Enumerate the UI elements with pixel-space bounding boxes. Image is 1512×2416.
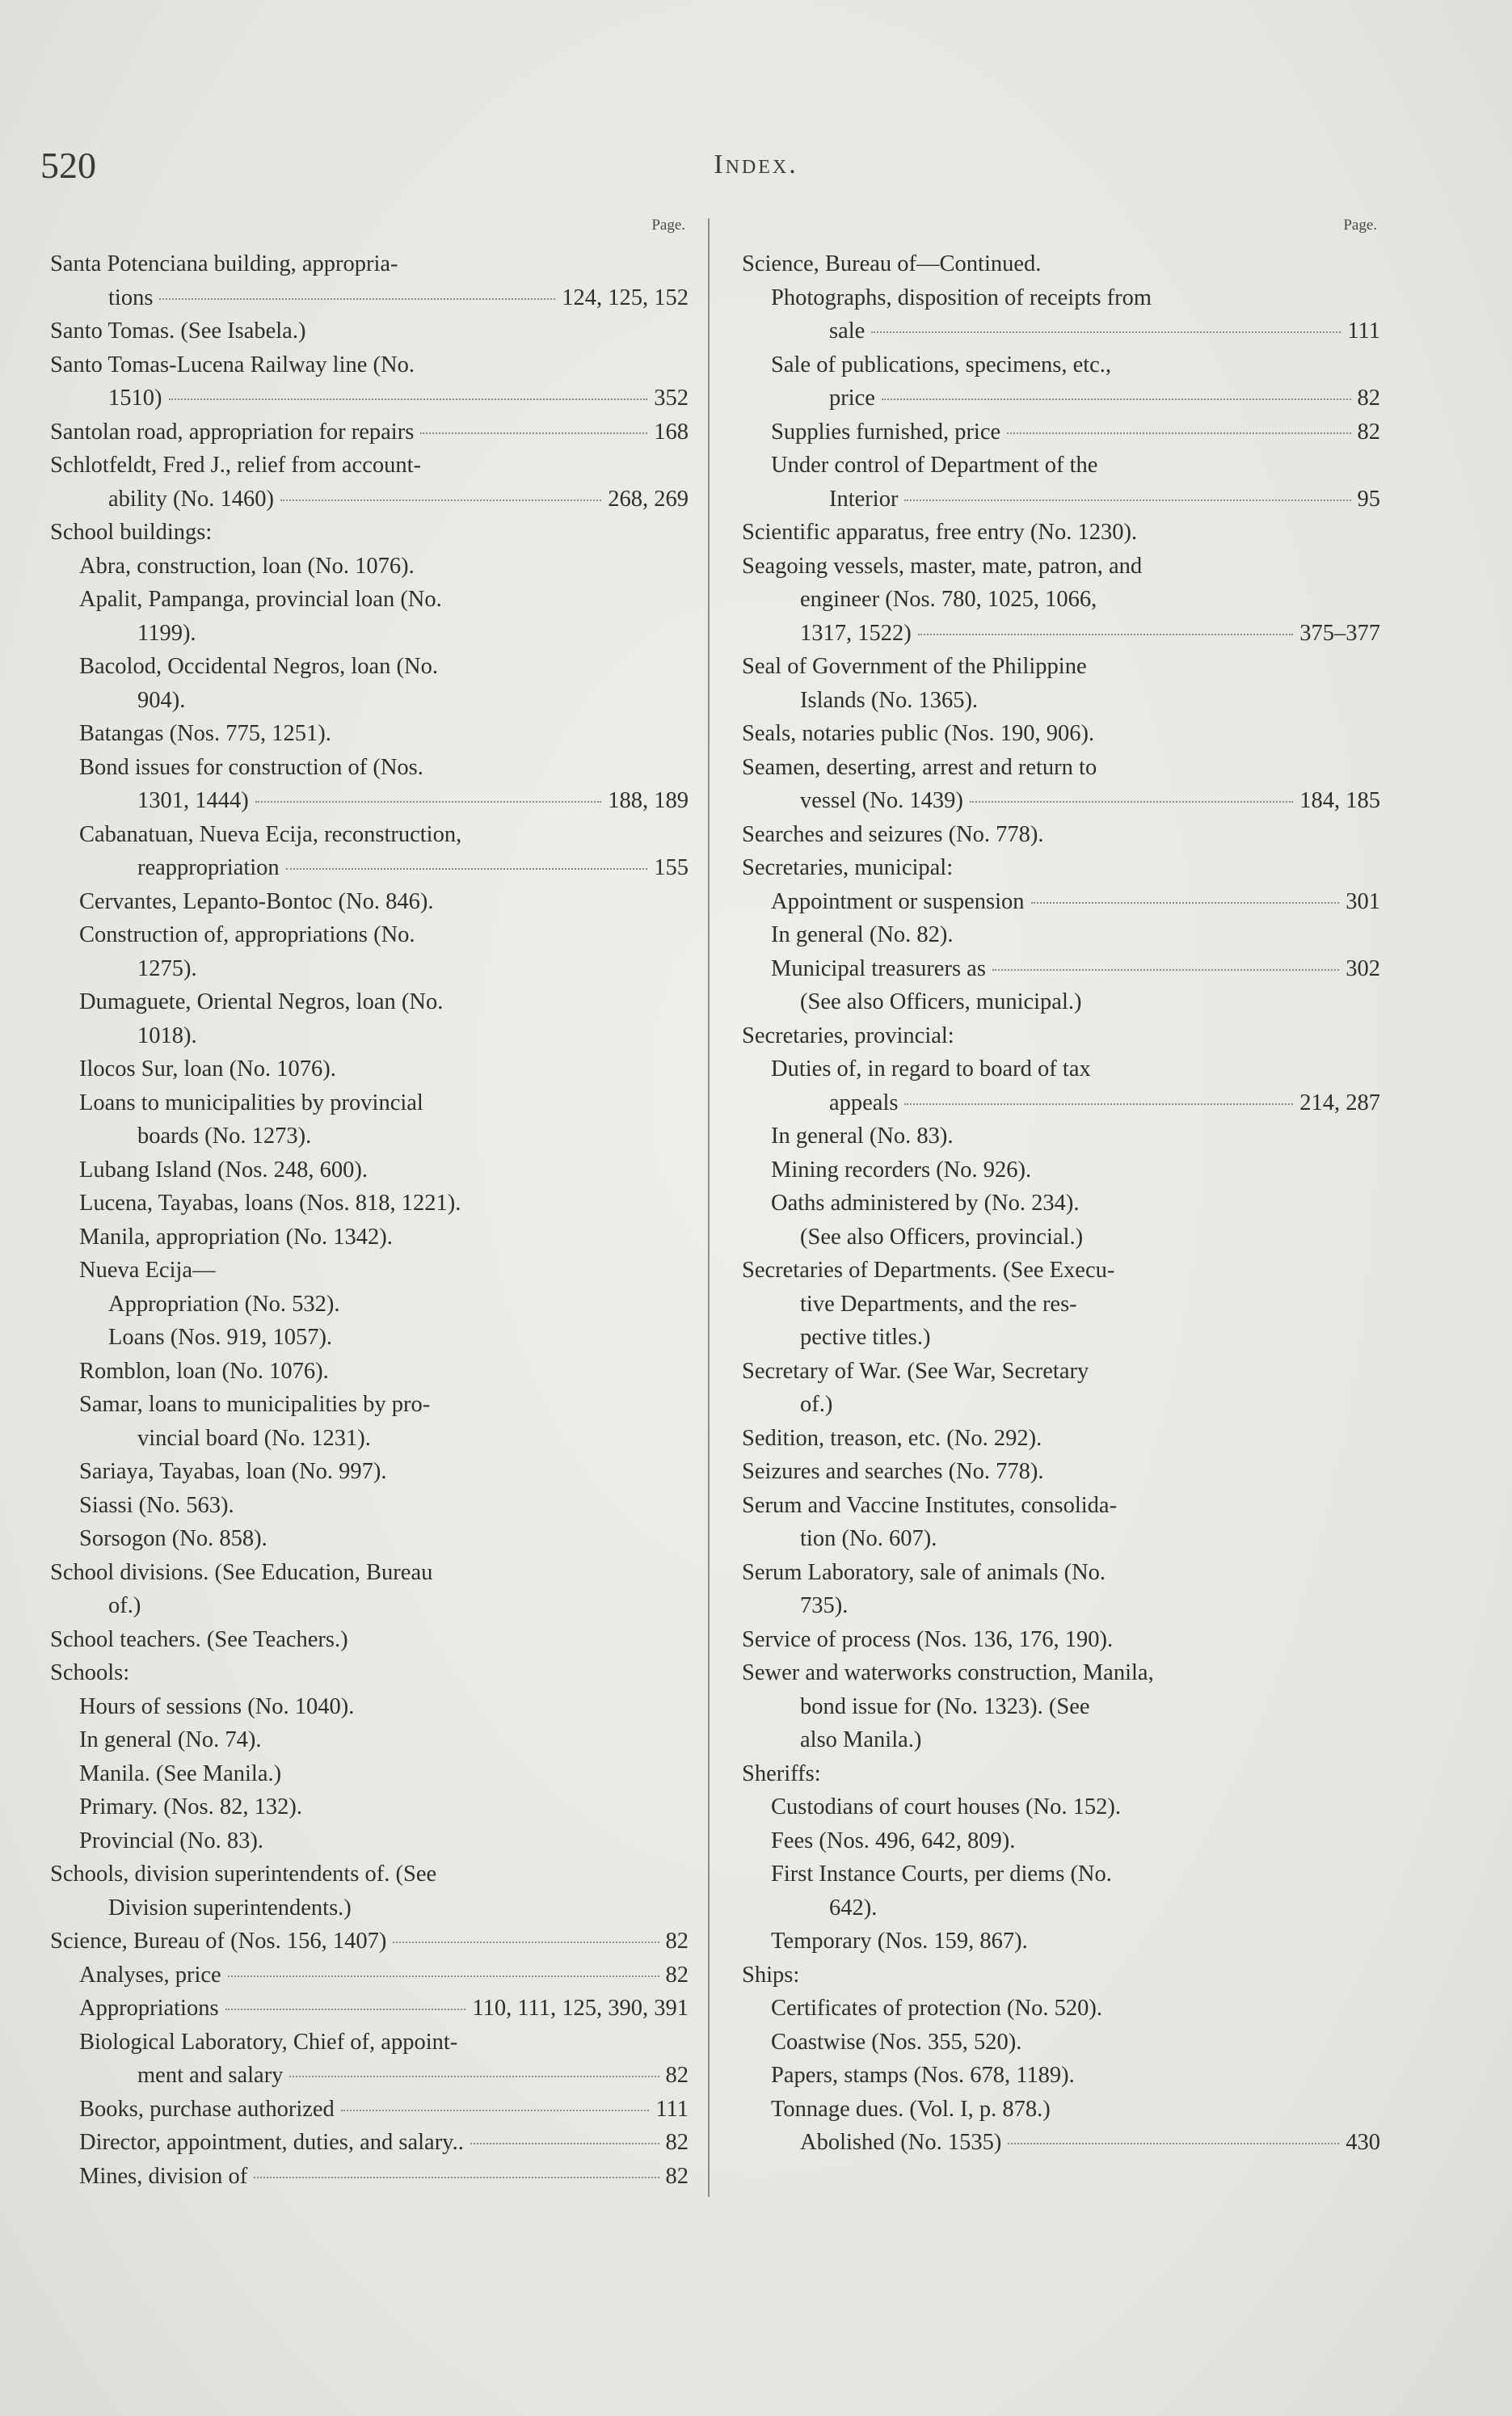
dot-leader [1031,902,1340,904]
index-entry [50,247,689,314]
entry-text: Santolan road, appropriation for repairs [50,419,415,445]
entry-text: Papers, stamps (Nos. 678, 1189). [771,2063,1075,2088]
index-entry [50,449,689,516]
entry-text: 1275). [137,955,197,981]
entry-text: Appropriations [79,1996,219,2021]
entry-text: Interior [829,486,899,512]
entry-text: Batangas (Nos. 775, 1251). [79,721,331,746]
index-entry [742,952,1380,986]
index-entry [50,1690,689,1724]
entry-text: Nueva Ecija— [79,1258,216,1283]
entry-text: 1301, 1444) [137,788,249,813]
page-reference: 124, 125, 152 [562,285,689,310]
left-column [50,217,689,2193]
page-number: 520 [40,145,96,186]
entry-text: Municipal treasurers as [771,955,986,981]
entry-text: boards (No. 1273). [137,1124,312,1149]
index-entry [50,1723,689,1757]
index-entry [50,1489,689,1523]
index-entry [742,348,1380,415]
right-entries [742,247,1380,2160]
index-entry [742,1857,1380,1925]
entry-text: Manila. (See Manila.) [79,1760,282,1786]
entry-line: Apalit, Pampanga, provincial loan (No. [79,587,442,612]
page-reference: 352 [654,386,689,411]
entry-text: appeals [829,1090,899,1115]
index-entry [50,2126,689,2160]
entry-text: (See also Officers, provincial.) [800,1224,1084,1250]
page-reference: 188, 189 [608,788,689,813]
page-reference: 111 [655,2096,689,2122]
index-entry [742,1119,1380,1153]
entry-text: Scientific apparatus, free entry (No. 1230). [742,520,1138,545]
index-entry [50,2160,689,2194]
entry-text: Santo Tomas. (See Isabela.) [50,318,306,344]
index-entry [50,650,689,717]
entry-text: Appointment or suspension [771,888,1025,914]
entry-text: Cervantes, Lepanto-Bontoc (No. 846). [79,888,434,914]
index-entry [50,415,689,449]
index-entry [50,2093,689,2127]
dot-leader [289,2076,659,2077]
entry-text: vessel (No. 1439) [800,788,963,813]
entry-line: tive Departments, and the res- [800,1291,1077,1317]
entry-line: Under control of Department of the [771,453,1098,478]
entry-text: Sedition, treason, etc. (No. 292). [742,1425,1042,1451]
index-entry [50,1556,689,1623]
entry-text: 1199). [137,620,196,646]
page-reference: 214, 287 [1299,1090,1380,1115]
page-reference: 82 [665,1929,689,1954]
entry-text: vincial board (No. 1231). [137,1425,371,1451]
dot-leader [255,801,602,803]
page-reference: 110, 111, 125, 390, 391 [472,1996,689,2021]
dot-leader [228,1975,659,1977]
entry-line: Sewer and waterworks construction, Manila, [742,1660,1154,1685]
entry-text: tion (No. 607). [800,1526,937,1551]
entry-text: Abra, construction, loan (No. 1076). [79,553,415,579]
left-entries [50,247,689,2193]
index-entry [50,516,689,550]
index-entry [742,1656,1380,1757]
entry-text: Lubang Island (Nos. 248, 600). [79,1157,368,1183]
entry-text: 735). [800,1593,849,1618]
index-entry [50,583,689,650]
entry-line: Serum and Vaccine Institutes, consolida- [742,1492,1118,1518]
entry-text: (See also Officers, municipal.) [800,989,1082,1014]
index-entry [742,1254,1380,1355]
index-entry [742,918,1380,952]
dot-leader [286,868,648,870]
entry-text: Islands (No. 1365). [800,687,979,713]
entry-text: Secretaries, provincial: [742,1022,954,1048]
index-entry [742,247,1380,281]
index-entry [50,1052,689,1086]
entry-line: Seal of Government of the Philippine [742,654,1087,679]
index-entry [742,550,1380,651]
entry-text: Sheriffs: [742,1760,821,1786]
index-entry [742,415,1380,449]
entry-text: price [829,386,875,411]
page-reference: 82 [665,2163,689,2189]
page-reference: 301 [1346,888,1380,914]
dot-leader [871,331,1341,333]
entry-line: Biological Laboratory, Chief of, appoint- [79,2029,458,2055]
index-entry [50,1355,689,1389]
index-entry [50,885,689,919]
index-entry [742,1052,1380,1119]
page-reference: 268, 269 [608,486,689,512]
page-reference: 82 [1357,386,1380,411]
entry-line: Schools, division superintendents of. (See [50,1862,437,1887]
dot-leader [470,2143,659,2144]
entry-text: Service of process (Nos. 136, 176, 190). [742,1626,1114,1652]
index-entry [50,1388,689,1455]
dot-leader [159,298,555,300]
entry-line: Duties of, in regard to board of tax [771,1056,1091,1082]
index-entry [742,885,1380,919]
entry-text: Tonnage dues. (Vol. I, p. 878.) [771,2096,1051,2122]
index-entry [50,550,689,584]
entry-text: Analyses, price [79,1962,221,1988]
index-entry [50,1086,689,1153]
entry-text: School buildings: [50,520,213,545]
index-entry [742,751,1380,818]
index-entry [742,1790,1380,1824]
entry-text: Lucena, Tayabas, loans (Nos. 818, 1221). [79,1191,461,1216]
entry-line: Construction of, appropriations (No. [79,922,415,947]
page-reference: 184, 185 [1299,788,1380,813]
page-reference: 82 [665,2130,689,2155]
index-entry [50,1824,689,1858]
index-entry [50,348,689,415]
entry-text: Division superintendents.) [108,1895,352,1921]
entry-text: Fees (Nos. 496, 642, 809). [771,1828,1016,1853]
index-entry [742,1422,1380,1456]
entry-line: Cabanatuan, Nueva Ecija, reconstruction, [79,821,462,847]
entry-text: of.) [800,1392,833,1417]
index-entry [742,1221,1380,1254]
index-entry [742,1925,1380,1959]
index-entry [742,717,1380,751]
entry-text: Schools: [50,1660,130,1685]
page-reference: 302 [1346,955,1380,981]
entry-line: Bond issues for construction of (Nos. [79,754,423,780]
entry-line: Bacolod, Occidental Negros, loan (No. [79,654,438,679]
entry-text: Books, purchase authorized [79,2096,335,2122]
entry-text: tions [108,285,154,310]
page-reference: 155 [654,855,689,880]
entry-text: reappropriation [137,855,280,880]
entry-text: Sorsogon (No. 858). [79,1526,267,1551]
entry-text: ability (No. 1460) [108,486,275,512]
index-entry [742,1455,1380,1489]
left-page-label: Page. [651,217,685,234]
running-head: Index. [714,150,798,179]
index-entry [50,1522,689,1556]
entry-text: Seals, notaries public (Nos. 190, 906). [742,721,1095,746]
index-entry [50,1656,689,1690]
index-entry [742,650,1380,717]
index-entry [50,1288,689,1322]
page-reference: 82 [1357,419,1380,445]
index-entry [742,1824,1380,1858]
index-entry [50,1959,689,1992]
entry-text: Primary. (Nos. 82, 132). [79,1794,302,1819]
entry-line: Secretaries of Departments. (See Execu- [742,1258,1115,1283]
index-entry [742,1019,1380,1053]
index-entry [742,1959,1380,1992]
entry-text: In general (No. 82). [771,922,954,947]
entry-text: Searches and seizures (No. 778). [742,821,1044,847]
entry-text: Romblon, loan (No. 1076). [79,1358,329,1384]
dot-leader [970,801,1293,803]
entry-text: Oaths administered by (No. 234). [771,1191,1080,1216]
index-entry [50,1790,689,1824]
entry-text: Sariaya, Tayabas, loan (No. 997). [79,1459,387,1484]
entry-text: Mines, division of [79,2163,248,2189]
index-entry [50,2026,689,2093]
index-entry [50,918,689,985]
dot-leader [882,398,1351,400]
entry-text: Seizures and searches (No. 778). [742,1459,1044,1484]
index-entry [742,2093,1380,2127]
dot-leader [1007,432,1350,434]
entry-text: Appropriation (No. 532). [108,1291,340,1317]
index-entry [50,1623,689,1657]
index-entry [50,1857,689,1925]
index-entry [742,1757,1380,1791]
entry-text: Secretaries, municipal: [742,855,954,880]
entry-text: Ilocos Sur, loan (No. 1076). [79,1056,336,1082]
entry-text: Science, Bureau of (Nos. 156, 1407) [50,1929,387,1954]
entry-text: Loans (Nos. 919, 1057). [108,1325,333,1350]
entry-line: Samar, loans to municipalities by pro- [79,1392,431,1417]
page-reference: 430 [1346,2130,1380,2155]
dot-leader [393,1942,659,1943]
column-divider [708,218,710,2197]
index-entry [742,516,1380,550]
entry-text: Director, appointment, duties, and salary.. [79,2130,464,2155]
entry-text: 1018). [137,1022,197,1048]
index-entry [50,1992,689,2026]
dot-leader [904,1103,1293,1105]
entry-line: Seamen, deserting, arrest and return to [742,754,1097,780]
index-entry [50,818,689,885]
index-entry [742,1187,1380,1221]
entry-line: bond issue for (No. 1323). (See [800,1693,1090,1719]
dot-leader [169,398,648,400]
dot-leader [341,2110,650,2111]
entry-text: Supplies furnished, price [771,419,1001,445]
page-reference: 95 [1357,486,1380,512]
entry-text: Manila, appropriation (No. 1342). [79,1224,393,1250]
entry-line: First Instance Courts, per diems (No. [771,1862,1112,1887]
index-entry [50,751,689,818]
page-reference: 82 [665,2063,689,2088]
entry-line: School divisions. (See Education, Bureau [50,1559,433,1585]
dot-leader [904,500,1350,501]
index-entry [742,1153,1380,1187]
index-entry [742,985,1380,1019]
entry-text: 642). [829,1895,878,1921]
index-entry [742,1992,1380,2026]
entry-text: School teachers. (See Teachers.) [50,1626,348,1652]
entry-text: Custodians of court houses (No. 152). [771,1794,1121,1819]
dot-leader [225,2009,466,2010]
entry-text: 1317, 1522) [800,620,912,646]
right-page-label: Page. [1343,217,1377,234]
index-entry [50,1221,689,1254]
index-entry [50,1254,689,1288]
entry-text: Provincial (No. 83). [79,1828,263,1853]
dot-leader [254,2177,659,2178]
entry-line: Dumaguete, Oriental Negros, loan (No. [79,989,444,1014]
right-column [742,217,1380,2160]
entry-text: In general (No. 83). [771,1124,954,1149]
entry-text: pective titles.) [800,1325,931,1350]
dot-leader [918,634,1294,635]
entry-text: also Manila.) [800,1727,922,1752]
entry-text: In general (No. 74). [79,1727,262,1752]
entry-text: Ships: [742,1962,800,1988]
entry-line: Sale of publications, specimens, etc., [771,352,1112,377]
index-entry [742,2026,1380,2060]
index-entry [50,1925,689,1959]
entry-text: Mining recorders (No. 926). [771,1157,1032,1183]
index-entry [50,1187,689,1221]
entry-text: Science, Bureau of—Continued. [742,251,1042,276]
entry-text: Certificates of protection (No. 520). [771,1996,1102,2021]
index-entry [742,1355,1380,1422]
page-reference: 375–377 [1299,620,1380,646]
index-entry [742,2059,1380,2093]
entry-text: 904). [137,687,186,713]
index-entry [742,1623,1380,1657]
page-reference: 111 [1347,318,1380,344]
entry-text: sale [829,318,866,344]
entry-line: Schlotfeldt, Fred J., relief from account- [50,453,422,478]
entry-line: Santo Tomas-Lucena Railway line (No. [50,352,415,377]
entry-text: Coastwise (Nos. 355, 520). [771,2029,1022,2055]
dot-leader [992,969,1339,971]
index-entry [50,1455,689,1489]
index-entry [742,851,1380,885]
entry-line: Seagoing vessels, master, mate, patron, and [742,553,1143,579]
index-entry [742,1556,1380,1623]
page-reference: 82 [665,1962,689,1988]
entry-line: Photographs, disposition of receipts from [771,285,1152,310]
entry-line: engineer (Nos. 780, 1025, 1066, [800,587,1097,612]
entry-line: Santa Potenciana building, appropria- [50,251,398,276]
index-entry [742,449,1380,516]
entry-line: Loans to municipalities by provincial [79,1090,423,1115]
entry-text: Hours of sessions (No. 1040). [79,1693,355,1719]
entry-text: ment and salary [137,2063,284,2088]
entry-text: 1510) [108,386,162,411]
entry-text: Temporary (Nos. 159, 867). [771,1929,1028,1954]
entry-text: Abolished (No. 1535) [800,2130,1002,2155]
index-entry [742,818,1380,852]
index-entry [50,1321,689,1355]
entry-line: Serum Laboratory, sale of animals (No. [742,1559,1106,1585]
entry-line: Secretary of War. (See War, Secretary [742,1358,1089,1384]
entry-text: Siassi (No. 563). [79,1492,234,1518]
entry-text: of.) [108,1593,141,1618]
dot-leader [280,500,601,501]
index-entry [742,2126,1380,2160]
index-entry [50,985,689,1052]
page-reference: 168 [654,419,689,445]
index-entry [50,717,689,751]
dot-leader [1008,2143,1339,2144]
index-entry [50,1757,689,1791]
index-entry [742,281,1380,348]
index-entry [50,1153,689,1187]
dot-leader [420,432,647,434]
index-entry [50,314,689,348]
index-entry [742,1489,1380,1556]
